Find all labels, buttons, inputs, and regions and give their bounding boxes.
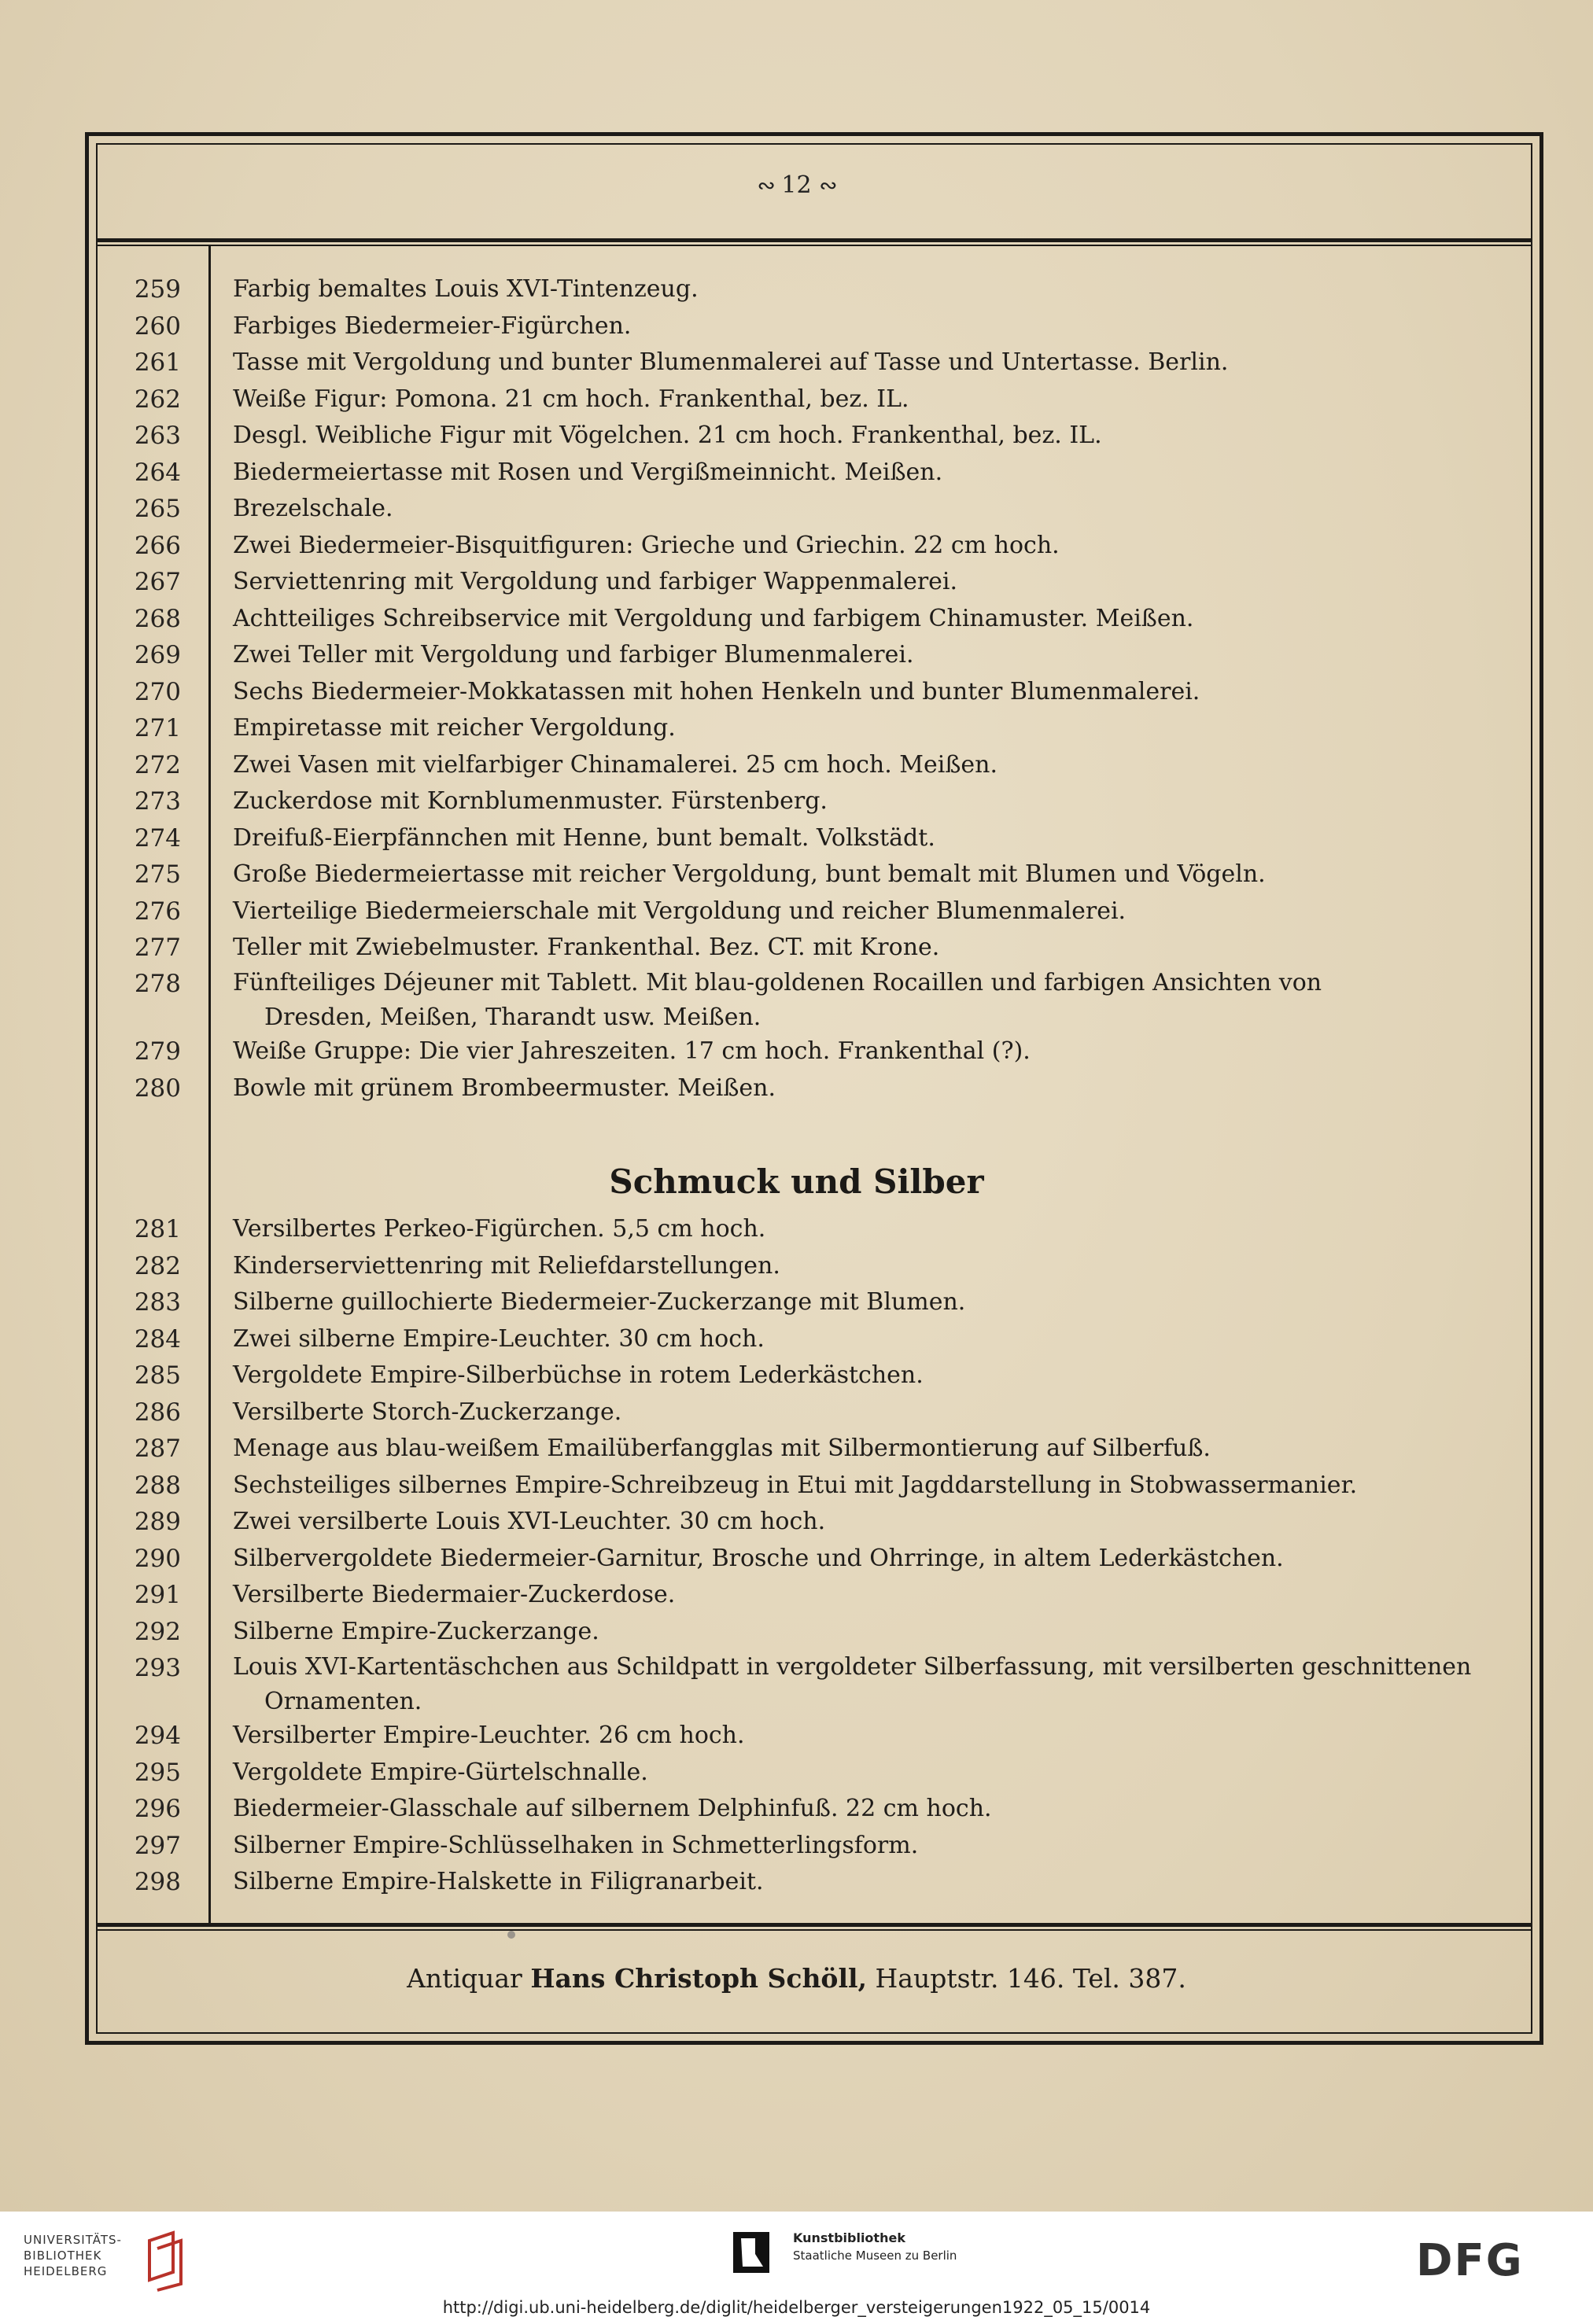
entry-text: Brezelschale.	[233, 495, 393, 522]
entry-row	[0, 1718, 1593, 1754]
publisher-address: Hauptstr. 146. Tel. 387.	[875, 1963, 1186, 1994]
entry-row	[0, 1394, 1593, 1431]
entry-number: 276	[134, 897, 181, 926]
entry-number: 284	[134, 1324, 181, 1354]
entry-row	[0, 1791, 1593, 1827]
entry-row	[0, 491, 1593, 527]
entry-row	[0, 1357, 1593, 1394]
uni-logo-line2: BIBLIOTHEK	[24, 2248, 102, 2263]
entry-text: Zuckerdose mit Kornblumenmuster. Fürstenberg.	[233, 787, 828, 815]
kunstbibliothek-icon	[732, 2230, 771, 2274]
entry-text: Dreifuß-Eierpfännchen mit Henne, bunt bemalt. Volkstädt.	[233, 823, 935, 852]
entry-number: 285	[134, 1361, 181, 1390]
entry-text: Desgl. Weibliche Figur mit Vögelchen. 21 cm hoch. Frankenthal, bez. IL.	[233, 422, 1102, 449]
entry-text: Bowle mit grünem Brombeermuster. Meißen.	[233, 1074, 776, 1102]
entry-row	[0, 1431, 1593, 1467]
entry-number: 292	[134, 1617, 181, 1646]
entry-number: 289	[134, 1508, 181, 1536]
entry-text	[233, 966, 1515, 1035]
university-emblem-icon	[142, 2229, 189, 2292]
ink-spot	[507, 1931, 515, 1939]
kb-title: Kunstbibliothek	[793, 2230, 905, 2245]
entry-row	[0, 1248, 1593, 1284]
entry-number: 297	[134, 1831, 181, 1860]
entry-text: Silberner Empire-Schlüsselhaken in Schmetterlingsform.	[233, 1831, 919, 1859]
entry-row	[0, 1468, 1593, 1504]
entry-text: Zwei silberne Empire-Leuchter. 30 cm hoch.	[233, 1324, 765, 1353]
entry-row	[0, 1033, 1593, 1070]
entry-number: 278	[134, 970, 181, 998]
entry-number: 280	[134, 1074, 181, 1103]
entry-row	[0, 1755, 1593, 1791]
entry-text-line1: Fünfteiliges Déjeuner mit Tablett. Mit blau-goldenen Rocaillen und farbigen Ansichten von	[233, 969, 1322, 996]
entry-text: Menage aus blau-weißem Emailüberfangglas mit Silbermontierung auf Silberfuß.	[233, 1435, 1211, 1462]
library-footer-bar	[0, 2212, 1593, 2324]
entry-row	[0, 1828, 1593, 1864]
section-heading: Schmuck und Silber	[609, 1162, 984, 1201]
entry-number: 288	[134, 1471, 181, 1500]
entry-row	[0, 1284, 1593, 1320]
entry-text-line1: Louis XVI-Kartentäschchen aus Schildpatt in vergoldeter Silberfassung, mit versilberten geschnittenen	[233, 1653, 1472, 1681]
entry-row	[0, 1070, 1593, 1107]
entry-number: 279	[134, 1037, 181, 1066]
entry-number: 286	[134, 1398, 181, 1427]
entry-text-line2: Ornamenten.	[264, 1688, 422, 1715]
entry-row	[0, 271, 1593, 308]
header-rule	[96, 238, 1532, 242]
entry-row	[0, 564, 1593, 600]
entry-text: Große Biedermeiertasse mit reicher Vergoldung, bunt bemalt mit Blumen und Vögeln.	[233, 860, 1266, 888]
uni-logo-line3: HEIDELBERG	[24, 2264, 108, 2278]
entry-text: Versilberte Storch-Zuckerzange.	[233, 1398, 622, 1426]
entry-text: Biedermeiertasse mit Rosen und Vergißmeinnicht. Meißen.	[233, 458, 943, 486]
entry-row	[0, 528, 1593, 564]
entry-text: Zwei Teller mit Vergoldung und farbiger Blumenmalerei.	[233, 641, 914, 668]
header-rule-thin	[96, 245, 1532, 246]
entry-row	[0, 1650, 1593, 1722]
kunstbibliothek-logo[interactable]	[793, 2230, 957, 2263]
entry-number: 270	[134, 677, 181, 706]
entry-text: Silberne Empire-Halskette in Filigranarbeit.	[233, 1868, 764, 1895]
entry-text	[233, 1650, 1515, 1719]
entry-row	[0, 1211, 1593, 1247]
entry-text: Sechs Biedermeier-Mokkatassen mit hohen Henkeln und bunter Blumenmalerei.	[233, 677, 1200, 705]
entry-row	[0, 637, 1593, 673]
entry-number: 267	[134, 568, 181, 596]
entry-row	[0, 674, 1593, 710]
entry-text: Versilberte Biedermaier-Zuckerdose.	[233, 1581, 676, 1608]
publisher-prefix: Antiquar	[407, 1963, 522, 1994]
entry-number: 268	[134, 604, 181, 633]
entry-text: Serviettenring mit Vergoldung und farbiger Wappenmalerei.	[233, 568, 958, 595]
entry-text: Kinderserviettenring mit Reliefdarstellungen.	[233, 1251, 780, 1280]
entry-row	[0, 856, 1593, 893]
entry-row	[0, 1614, 1593, 1650]
entry-number: 273	[134, 787, 181, 816]
entry-text: Farbiges Biedermeier-Figürchen.	[233, 311, 632, 340]
entry-number: 295	[134, 1758, 181, 1787]
entry-text: Versilbertes Perkeo-Figürchen. 5,5 cm hoch.	[233, 1215, 766, 1243]
entry-number: 275	[134, 860, 181, 889]
entry-text: Zwei Biedermeier-Bisquitfiguren: Grieche und Griechin. 22 cm hoch.	[233, 531, 1060, 559]
entry-text: Zwei versilberte Louis XVI-Leuchter. 30 cm hoch.	[233, 1508, 826, 1535]
entry-row	[0, 710, 1593, 746]
entry-text: Vergoldete Empire-Gürtelschnalle.	[233, 1758, 648, 1786]
entry-number: 261	[134, 348, 181, 377]
entry-text: Farbig bemaltes Louis XVI-Tintenzeug.	[233, 275, 699, 303]
page-header	[0, 171, 1593, 199]
entry-text: Weiße Gruppe: Die vier Jahreszeiten. 17 cm hoch. Frankenthal (?).	[233, 1037, 1031, 1065]
entry-number: 263	[134, 422, 181, 450]
entry-number: 274	[134, 823, 181, 853]
footer-rule	[96, 1923, 1532, 1927]
university-library-logo[interactable]	[24, 2232, 122, 2279]
entry-row	[0, 1577, 1593, 1613]
entry-number: 291	[134, 1581, 181, 1609]
entry-text: Weiße Figur: Pomona. 21 cm hoch. Frankenthal, bez. IL.	[233, 385, 909, 413]
entry-row	[0, 820, 1593, 856]
entry-text: Teller mit Zwiebelmuster. Frankenthal. Bez. CT. mit Krone.	[233, 934, 940, 961]
entry-row	[0, 966, 1593, 1038]
entry-number: 298	[134, 1868, 181, 1896]
entry-number: 269	[134, 641, 181, 669]
entry-text: Silbervergoldete Biedermeier-Garnitur, Brosche und Ohrringe, in altem Lederkästchen.	[233, 1544, 1284, 1572]
entry-number: 282	[134, 1251, 181, 1280]
dfg-logo[interactable]: DFG	[1416, 2235, 1524, 2286]
ornament-left-icon: ∾	[757, 172, 774, 198]
entry-text: Tasse mit Vergoldung und bunter Blumenmalerei auf Tasse und Untertasse. Berlin.	[233, 348, 1229, 376]
entry-text: Biedermeier-Glasschale auf silbernem Delphinfuß. 22 cm hoch.	[233, 1795, 992, 1822]
entry-row	[0, 601, 1593, 637]
entry-row	[0, 747, 1593, 783]
entry-number: 290	[134, 1544, 181, 1573]
entry-text: Vierteilige Biedermeierschale mit Vergoldung und reicher Blumenmalerei.	[233, 897, 1127, 925]
publisher-name: Hans Christoph Schöll,	[530, 1963, 868, 1994]
entry-number: 262	[134, 385, 181, 414]
entry-number: 259	[134, 275, 181, 304]
entry-number: 265	[134, 495, 181, 523]
entry-row	[0, 344, 1593, 381]
entry-text: Versilberter Empire-Leuchter. 26 cm hoch.	[233, 1722, 745, 1749]
entry-row	[0, 1504, 1593, 1540]
entry-number: 271	[134, 714, 181, 742]
page-number: 12	[781, 171, 812, 199]
entry-number: 277	[134, 934, 181, 962]
entry-text: Empiretasse mit reicher Vergoldung.	[233, 714, 676, 742]
entry-row	[0, 418, 1593, 454]
permalink-url[interactable]: http://digi.ub.uni-heidelberg.de/diglit/heidelberger_versteigerungen1922_05_15/0014	[442, 2298, 1151, 2317]
entry-number: 260	[134, 311, 181, 341]
kb-subtitle: Staatliche Museen zu Berlin	[793, 2248, 957, 2263]
entry-row	[0, 1541, 1593, 1577]
entry-text: Vergoldete Empire-Silberbüchse in rotem Lederkästchen.	[233, 1361, 924, 1389]
entry-number: 266	[134, 531, 181, 560]
entry-row	[0, 455, 1593, 491]
entry-row	[0, 1864, 1593, 1900]
entry-number: 283	[134, 1288, 181, 1317]
uni-logo-line1: UNIVERSITÄTS-	[24, 2233, 122, 2247]
entry-row	[0, 381, 1593, 418]
entry-row	[0, 893, 1593, 930]
entry-text: Zwei Vasen mit vielfarbiger Chinamalerei. 25 cm hoch. Meißen.	[233, 750, 998, 779]
entry-number: 294	[134, 1722, 181, 1750]
footer-rule-thin	[96, 1929, 1532, 1931]
entry-text-line2: Dresden, Meißen, Tharandt usw. Meißen.	[264, 1004, 761, 1031]
entry-number: 293	[134, 1654, 181, 1682]
entry-row	[0, 308, 1593, 344]
entry-row	[0, 930, 1593, 966]
entry-number: 272	[134, 750, 181, 779]
entry-text: Silberne guillochierte Biedermeier-Zuckerzange mit Blumen.	[233, 1288, 966, 1316]
entry-number: 264	[134, 458, 181, 487]
ornament-right-icon: ∾	[819, 172, 836, 198]
publisher-line	[0, 1963, 1593, 1994]
entry-text: Sechsteiliges silbernes Empire-Schreibzeug in Etui mit Jagddarstellung in Stobwassermanier.	[233, 1471, 1358, 1499]
entry-row	[0, 783, 1593, 819]
entry-row	[0, 1321, 1593, 1357]
entry-number: 281	[134, 1215, 181, 1243]
entry-text: Silberne Empire-Zuckerzange.	[233, 1617, 599, 1645]
entry-number: 287	[134, 1435, 181, 1463]
entry-text: Achtteiliges Schreibservice mit Vergoldung und farbigem Chinamuster. Meißen.	[233, 604, 1194, 632]
entry-number: 296	[134, 1795, 181, 1823]
